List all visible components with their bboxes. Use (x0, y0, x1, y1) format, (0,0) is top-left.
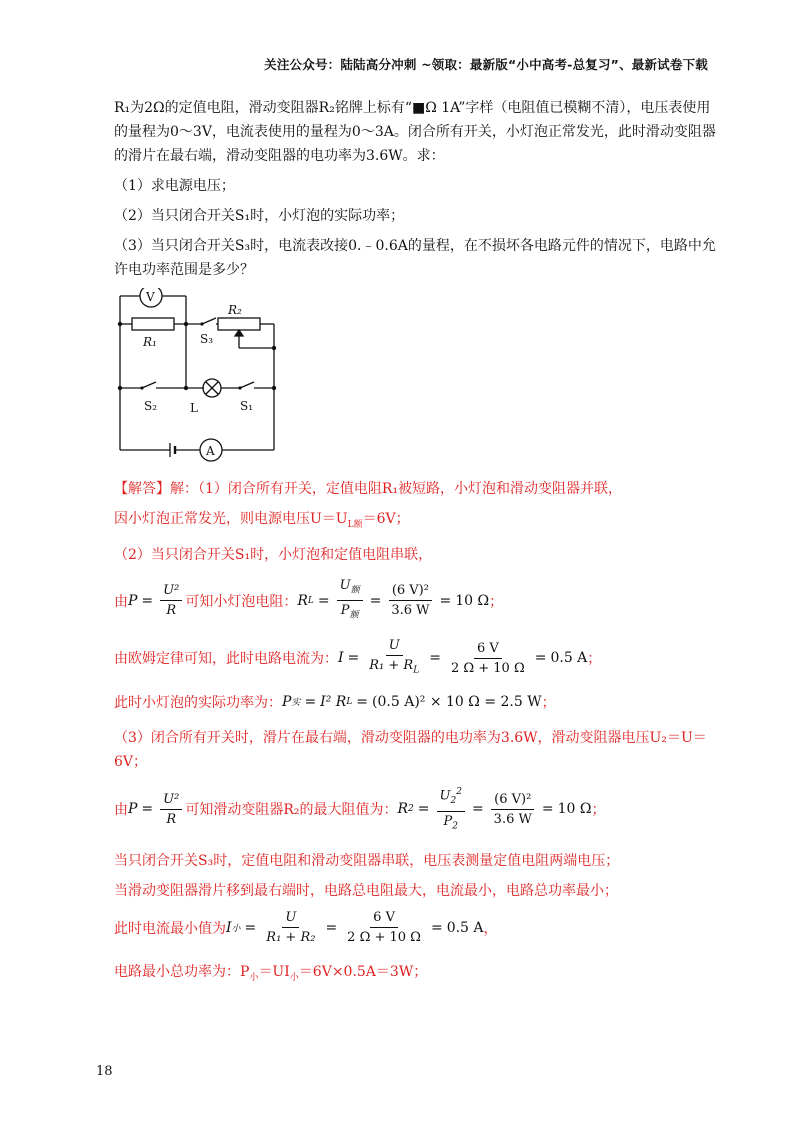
r2-label: R₂ (228, 303, 242, 317)
lamp-label: L (190, 401, 198, 415)
solution-line-12: 电路最小总功率为：$P_小=UI_小=6V\times 0.5A=3W$； (114, 964, 428, 983)
page-header: 关注公众号：陆陆高分冲刺 ~领取：最新版“小中高考-总复习”、最新试卷下载 (264, 57, 708, 72)
formula-min-current: 此时电流最小值为 I 小 = $\frac{U}{\text{R₁ + R₂}}$ = $\frac{6 V}{2 \Omega + 10 \Omega}$ = 0.5 A ， (114, 910, 498, 946)
formula-lamp-resistance: 由 P = $\frac{\text{U²}}{R}$ 可知小灯泡电阻： R L = $\frac{U_额}{P_额}$ = $\frac{\text{(6 V)²}}{3.6 W}$ = 10 Ω ； (114, 577, 504, 621)
document-body (114, 96, 716, 996)
solution-line-3: （2）当只闭合开关S₁时，小灯泡和定值电阻串联， (114, 546, 433, 563)
s1-label: S₁ (240, 399, 254, 413)
solution-line-9: 当只闭合开关S₃时，定值电阻和滑动变阻器串联，电压表测量定值电阻两端电压； (114, 853, 620, 870)
formula-r2-max: 由 P = $\frac{\text{U²}}{R}$ 可知滑动变阻器R₂的最大阻值为： R 2 = $\frac{U_2^2}{P_2}$ = $\frac{\text{(6 V)²}}{3.6 W}$ = 10 Ω ； (114, 784, 716, 836)
r1-label: R₁ (143, 335, 157, 349)
problem-intro: R₁为2Ω的定值电阻，滑动变阻器R₂铭牌上标有“■Ω 1A”字样（电阻值已模糊不清），电压表使用的量程为0～3V，电流表使用的量程为0～3A。闭合所有开关，小灯泡正常发光，此时滑动变阻器的滑片在最右端，滑动变阻器的电功率为3.6W。求： (114, 100, 716, 164)
formula-actual-power: 此时小灯泡的实际功率为： P 实 = I² R L = (0.5 A)² × 10 Ω = 2.5 W ； (114, 693, 556, 711)
s3-label: S₃ (200, 332, 214, 346)
solution-line-2: 因小灯泡正常发光，则电源电压$U=U_{L额}=6V$； (114, 511, 410, 530)
question-2: （2）当只闭合开关S₁时，小灯泡的实际功率； (114, 208, 405, 224)
question-1: （1）求电源电压； (114, 178, 235, 194)
question-3: （3）当只闭合开关S₃时，电流表改接0.﹣0.6A的量程，在不损坏各电路元件的情况下，电路中允许电功率范围是多少？ (114, 238, 716, 278)
voltmeter-label: V (146, 290, 155, 304)
ammeter-label: A (206, 444, 215, 458)
circuit-diagram (114, 288, 716, 467)
page-number: 18 (96, 1064, 113, 1079)
formula-circuit-current: 由欧姆定律可知，此时电路电流为： I = $\frac{U}{R_1 + R_L}$ = $\frac{6 V}{2 \Omega + 10 \Omega}$ = 0.5 A ； (114, 637, 602, 676)
solution-line-1: 【解答】解：（1）闭合所有开关，定值电阻R₁被短路，小灯泡和滑动变阻器并联， (114, 481, 623, 497)
circuit-svg (114, 288, 294, 463)
solution-line-7: （3）闭合所有开关时，滑片在最右端，滑动变阻器的电功率为3.6W，滑动变阻器电压U₂＝U＝6V； (114, 729, 707, 770)
s2-label: S₂ (144, 399, 158, 413)
solution-line-10: 当滑动变阻器滑片移到最右端时，电路总电阻最大，电流最小，电路总功率最小； (114, 883, 618, 900)
